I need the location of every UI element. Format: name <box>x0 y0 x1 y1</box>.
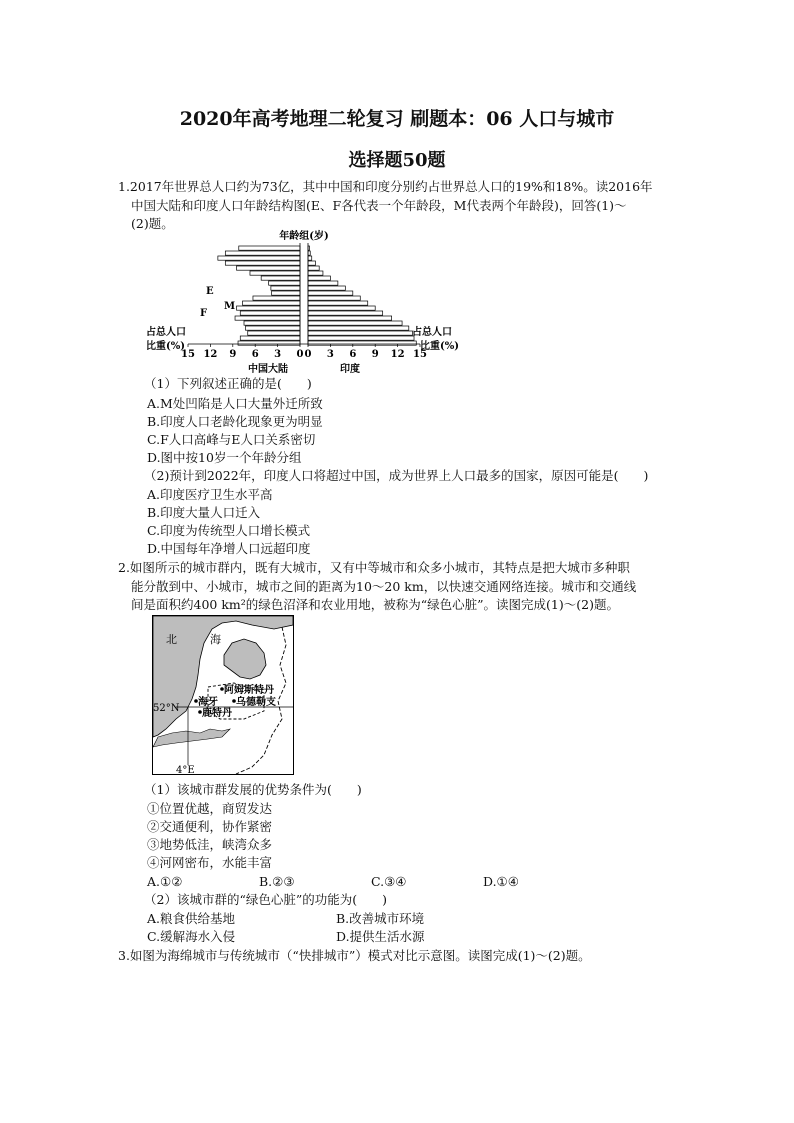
q2-sub2-option-d: D.提供生活水源 <box>336 929 425 944</box>
bar-india-8 <box>308 301 368 305</box>
q1-sub1-option-d: D.图中按10岁一个年龄分组 <box>147 450 302 465</box>
left-series-name: 中国大陆 <box>248 364 288 375</box>
marker-m: M <box>224 301 236 312</box>
bar-china-14 <box>250 271 300 275</box>
bar-india-17 <box>308 256 312 260</box>
bar-china-7 <box>237 306 300 310</box>
tick-label-left-2: 9 <box>229 349 237 360</box>
longitude-label: 4°E <box>176 765 195 775</box>
bar-china-10 <box>272 291 300 295</box>
q1-sub1-option-c: C.F人口高峰与E人口关系密切 <box>147 432 316 447</box>
q2-sub2-option-b: B.改善城市环境 <box>336 911 425 926</box>
q1-sub2-option-a: A.印度医疗卫生水平高 <box>147 487 273 502</box>
q1-stem-line-3: (2)题。 <box>131 216 174 231</box>
bar-china-5 <box>235 316 300 320</box>
bar-india-13 <box>308 276 330 280</box>
bar-china-16 <box>225 261 300 265</box>
city-label-amsterdam: 阿姆斯特丹 <box>224 685 274 696</box>
q1-sub2-option-c: C.印度为传统型人口增长模式 <box>147 523 311 538</box>
q1-sub2-option-b: B.印度大量人口迁入 <box>147 505 261 520</box>
bar-china-18 <box>225 251 300 255</box>
page-title: 2020年高考地理二轮复习 刷题本：06 人口与城市 <box>179 108 615 130</box>
bar-china-19 <box>239 246 300 250</box>
left-axis-label-1: 占总人口 <box>146 327 186 338</box>
bar-india-3 <box>308 326 409 330</box>
q2-statement-4: ④河网密布，水能丰富 <box>147 855 273 870</box>
tick-label-right-1: 3 <box>326 349 334 360</box>
bar-india-11 <box>308 286 345 290</box>
bar-china-15 <box>237 266 300 270</box>
bar-india-14 <box>308 271 323 275</box>
bar-china-11 <box>271 286 300 290</box>
tick-label-right-0: 0 <box>304 349 312 360</box>
bar-india-1 <box>308 336 414 340</box>
page-subtitle: 选择题50题 <box>348 150 446 171</box>
q1-stem-line-1: 1.2017年世界总人口约为73亿，其中中国和印度分别约占世界总人口的19%和18%。读2016年 <box>118 179 653 194</box>
right-axis-label-2: 比重(%) <box>420 341 459 352</box>
bar-india-16 <box>308 261 315 265</box>
left-axis-label-2: 比重(%) <box>146 341 185 352</box>
marker-f: F <box>200 308 208 319</box>
bar-india-6 <box>308 311 383 315</box>
bar-china-17 <box>218 256 300 260</box>
tick-label-right-5: 15 <box>413 349 427 360</box>
bar-china-3 <box>245 326 300 330</box>
bar-india-4 <box>308 321 402 325</box>
bar-china-12 <box>269 281 300 285</box>
bar-india-9 <box>308 296 360 300</box>
tick-label-left-4: 3 <box>274 349 282 360</box>
q2-sub2-option-c: C.缓解海水入侵 <box>147 929 236 944</box>
q2-sub1-option-b: B.②③ <box>259 874 295 889</box>
q2-sub2: （2）该城市群的“绿色心脏”的功能为( ) <box>144 892 387 907</box>
bar-china-8 <box>243 301 300 305</box>
latitude-label: 52°N <box>153 703 180 714</box>
q1-sub2-option-d: D.中国每年净增人口远超印度 <box>147 541 311 556</box>
q2-stem-line-3: 间是面积约400 km²的绿色沼泽和农业用地，被称为“绿色心脏”。读图完成(1)～(2)题。 <box>131 597 619 612</box>
bar-india-7 <box>308 306 375 310</box>
bar-india-2 <box>308 331 413 335</box>
bar-india-15 <box>308 266 319 270</box>
q2-stem-line-2: 能分散到中、小城市，城市之间的距离为10～20 km，以快速交通网络连接。城市和交通线 <box>131 579 637 594</box>
q2-statement-2: ②交通便利，协作紧密 <box>147 819 273 834</box>
q2-sub1-option-c: C.③④ <box>371 874 407 889</box>
bar-china-1 <box>240 336 300 340</box>
q1-sub1-option-a: A.M处凹陷是人口大量外迁所致 <box>147 396 323 411</box>
q2-sub1-option-d: D.①④ <box>483 874 519 889</box>
bar-china-0 <box>238 341 300 345</box>
bar-china-9 <box>253 296 300 300</box>
bar-china-4 <box>244 321 300 325</box>
q2-statement-1: ①位置优越，商贸发达 <box>147 801 273 816</box>
right-series-name: 印度 <box>340 364 360 375</box>
city-label-utrecht: 乌德勒支 <box>236 697 276 708</box>
population-pyramid-chart <box>140 228 480 380</box>
q2-stem-line-1: 2.如图所示的城市群内，既有大城市，又有中等城市和众多小城市，其特点是把大城市多种职 <box>118 560 630 575</box>
q1-sub1: （1）下列叙述正确的是( ) <box>144 376 312 391</box>
netherlands-map <box>152 615 294 775</box>
bar-china-2 <box>248 331 300 335</box>
pyramid-y-title: 年龄组(岁) <box>279 231 329 242</box>
right-axis-label-1: 占总人口 <box>412 327 452 338</box>
bar-china-6 <box>240 311 300 315</box>
q2-sub1-option-a: A.①② <box>147 874 183 889</box>
bar-india-12 <box>308 281 338 285</box>
bar-india-10 <box>308 291 353 295</box>
q3-stem: 3.如图为海绵城市与传统城市（“快排城市”）模式对比示意图。读图完成(1)～(2)题。 <box>118 948 591 963</box>
city-label-hague: 海牙 <box>198 697 218 708</box>
q2-statement-3: ③地势低洼，峡湾众多 <box>147 837 273 852</box>
q1-stem-line-2: 中国大陆和印度人口年龄结构图(E、F各代表一个年龄段，M代表两个年龄段)，回答(1)～ <box>131 198 627 213</box>
bar-china-13 <box>261 276 300 280</box>
tick-label-left-5: 0 <box>296 349 304 360</box>
tick-label-left-0: 15 <box>181 349 195 360</box>
city-label-rotterdam: 鹿特丹 <box>202 708 232 719</box>
q1-sub2: （2)预计到2022年，印度人口将超过中国，成为世界上人口最多的国家，原因可能是( ) <box>144 468 649 483</box>
sea-label-2: 海 <box>210 633 221 646</box>
q1-sub1-option-b: B.印度人口老龄化现象更为明显 <box>147 414 323 429</box>
q2-sub1: （1）该城市群发展的优势条件为( ) <box>144 782 362 797</box>
q2-sub2-option-a: A.粮食供给基地 <box>147 911 236 926</box>
bar-india-0 <box>308 341 416 345</box>
sea-label-1: 北 <box>166 633 177 646</box>
tick-label-left-1: 12 <box>203 349 218 360</box>
tick-label-right-3: 9 <box>371 349 379 360</box>
tick-label-right-4: 12 <box>390 349 405 360</box>
marker-e: E <box>206 286 214 297</box>
tick-label-left-3: 6 <box>251 349 259 360</box>
bar-india-5 <box>308 316 392 320</box>
tick-label-right-2: 6 <box>349 349 357 360</box>
